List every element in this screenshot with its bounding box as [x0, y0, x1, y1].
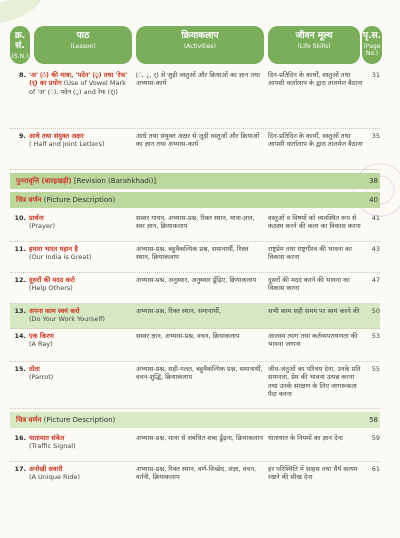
lesson-life-skills: सभी काम सही समय पर स्वयं करने की: [268, 307, 360, 315]
lesson-life-skills: राष्ट्रप्रेम तथा राष्ट्रगौरव की भावना का विकास करना: [268, 245, 352, 262]
revision-band[interactable]: पुनरावृत्ति (बारहखड़ी) [Revision (Barahkhadi)] 38: [10, 173, 380, 189]
lesson-row[interactable]: 14. एक किरण (A Ray) सस्वर ज्ञान, अभ्यास-प्रश्न, वचन, क्रियाकलाप आलस्य त्याग तथा कर्तव्यपरायणता की भावना जगाना 53: [10, 329, 380, 362]
lesson-title-en: (Traffic Signal): [29, 442, 76, 451]
lesson-title: एक किरण: [29, 332, 54, 340]
lesson-page-number: 55: [371, 365, 380, 373]
picture-page-number: 58: [369, 416, 378, 424]
header-page-no: पृ.स. (Page No.): [362, 26, 382, 64]
lesson-page-number: 53: [371, 332, 380, 340]
lesson-activities: आधे तथा संयुक्त अक्षर से जुड़ी वस्तुओं और क्रियाओं का ज्ञान तथा अभ्यास-कार्य: [136, 132, 260, 149]
lesson-life-skills: दिन-प्रतिदिन के कार्यों, वस्तुओं तथा आपसी वार्तालाप के द्वारा तालमेल बैठाना: [268, 71, 363, 88]
header-sn: क्र. सं. (S.N.): [10, 26, 30, 64]
header-lesson: पाठ (Lesson): [34, 26, 132, 64]
lesson-title: 'अ' (ं) की मात्रा, 'पदेन' (ृ) तथा 'रेफ' (र्) का प्रयोग: [29, 71, 128, 88]
lesson-title: आधे तथा संयुक्त अक्षर: [29, 132, 84, 140]
picture-page-number: 40: [369, 196, 378, 204]
lesson-title: अपना काम स्वयं करो: [29, 307, 80, 315]
lesson-row[interactable]: 10. प्रार्थना (Prayer) सस्वर गायन, अभ्यास-प्रश्न, रिक्त स्थान, मात्रा-ज्ञान, स्वर ज्ञान, क्रियाकलाप वस्तुओं व विषयों को व्यवस्थित रूप से कंठस्थ करने की कला का विकास करना 41: [10, 211, 380, 242]
lesson-page-number: 50: [371, 307, 380, 315]
lesson-title-en: (A Unique Ride): [29, 473, 81, 482]
lesson-title-en: (Our India is Great): [29, 253, 92, 262]
lesson-title: यातायात संकेत: [29, 434, 65, 442]
lesson-title-en: (A Ray): [29, 340, 53, 349]
lesson-life-skills: यातायात के नियमों का ज्ञान देना: [268, 434, 343, 442]
lesson-page-number: 35: [371, 132, 380, 140]
table-of-contents: [10, 26, 380, 492]
lesson-activities: अभ्यास-प्रश्न, रिक्त स्थान, वर्ण-विच्छेद, संज्ञा, वचन, वर्तनी, क्रियाकलाप: [136, 465, 257, 482]
lesson-page-number: 47: [371, 276, 380, 284]
lesson-row[interactable]: 9. आधे तथा संयुक्त अक्षर ( Half and Joint Letters) आधे तथा संयुक्त अक्षर से जुड़ी वस्तुओं और क्रियाओं का ज्ञान तथा अभ्यास-कार्य दिन-प्रतिदिन के कार्यों, वस्तुओं तथा आपसी वार्तालाप के द्वारा तालमेल बैठाना 35: [10, 129, 380, 170]
lesson-title: हमारा भारत महान है: [29, 245, 78, 253]
lesson-activities: अभ्यास-प्रश्न, बहुवैकल्पिक प्रश्न, समानार्थी, रिक्त स्थान, क्रियाकलाप: [136, 245, 249, 262]
lesson-row[interactable]: 13. अपना काम स्वयं करो (Do Your Work Yourself) अभ्यास-प्रश्न, रिक्त स्थान, समानार्थी, सभी काम सही समय पर स्वयं करने की 50: [10, 304, 380, 329]
lesson-activities: अभ्यास-प्रश्न, अनुस्वार, अनुस्वार ढूँढ़िए, क्रियाकलाप: [136, 276, 257, 284]
lesson-life-skills: जीव-जंतुओं का परिचय देना, उनके प्रति समानता, प्रेम की भावना उत्पन्न करना तथा उनके संरक्षण के लिए जागरूकता पैदा करना: [268, 365, 361, 399]
lesson-row[interactable]: 11. हमारा भारत महान है (Our India is Great) अभ्यास-प्रश्न, बहुवैकल्पिक प्रश्न, समानार्थी, रिक्त स्थान, क्रियाकलाप राष्ट्रप्रेम तथा राष्ट्रगौरव की भावना का विकास करना 43: [10, 242, 380, 273]
lesson-title: अनोखी सवारी: [29, 465, 63, 473]
lesson-page-number: 59: [371, 434, 380, 442]
lesson-row[interactable]: 15. तोता (Parrot) अभ्यास-प्रश्न, सही-गलत, बहुवैकल्पिक प्रश्न, समानार्थी, वचन-शुद्धि, क्रियाकलाप जीव-जंतुओं का परिचय देना, उनके प्रति समानता, प्रेम की भावना उत्पन्न करना तथा उनके संरक्षण के लिए जागरूकता पैदा करना 55: [10, 362, 380, 409]
lesson-life-skills: आलस्य त्याग तथा कर्तव्यपरायणता की भावना जगाना: [268, 332, 358, 349]
picture-description-band[interactable]: चित्र वर्णन (Picture Description) 58: [10, 412, 380, 428]
lesson-title: प्रार्थना: [29, 214, 44, 222]
lesson-page-number: 61: [371, 465, 380, 473]
header-activities: क्रियाकलाप (Activities): [136, 26, 264, 64]
lesson-activities: अभ्यास-प्रश्न, सही-गलत, बहुवैकल्पिक प्रश्न, समानार्थी, वचन-शुद्धि, क्रियाकलाप: [136, 365, 263, 382]
revision-page-number: 38: [369, 177, 378, 185]
lesson-page-number: 43: [371, 245, 380, 253]
lesson-activities: अभ्यास-प्रश्न, मात्रा से संबंधित शब्द ढूँढ़ना, क्रियाकलाप: [136, 434, 263, 442]
lesson-row[interactable]: 12. दूसरों की मदद करो (Help Others) अभ्यास-प्रश्न, अनुस्वार, अनुस्वार ढूँढ़िए, क्रियाकलाप दूसरों की मदद करने की भावना का विकास करना 47: [10, 273, 380, 304]
lesson-activities: सस्वर ज्ञान, अभ्यास-प्रश्न, वचन, क्रियाकलाप: [136, 332, 240, 340]
lesson-row[interactable]: 16. यातायात संकेत (Traffic Signal) अभ्यास-प्रश्न, मात्रा से संबंधित शब्द ढूँढ़ना, क्रियाकलाप यातायात के नियमों का ज्ञान देना 59: [10, 431, 380, 462]
lesson-title-en: (Prayer): [29, 222, 56, 231]
lesson-activities: सस्वर गायन, अभ्यास-प्रश्न, रिक्त स्थान, मात्रा-ज्ञान, स्वर ज्ञान, क्रियाकलाप: [136, 214, 255, 231]
lesson-row[interactable]: 17. अनोखी सवारी (A Unique Ride) अभ्यास-प्रश्न, रिक्त स्थान, वर्ण-विच्छेद, संज्ञा, वचन, वर्तनी, क्रियाकलाप हर परिस्थिति में साहस तथा धैर्य कायम रखने की सीख देना 61: [14, 465, 380, 482]
lesson-activities: अभ्यास-प्रश्न, रिक्त स्थान, समानार्थी,: [136, 307, 222, 315]
lesson-title: दूसरों की मदद करो: [29, 276, 75, 284]
lesson-life-skills: दिन-प्रतिदिन के कार्यों, वस्तुओं तथा आपसी वार्तालाप के द्वारा तालमेल बैठाना: [268, 132, 363, 149]
lesson-life-skills: दूसरों की मदद करने की भावना का विकास करना: [268, 276, 350, 293]
picture-description-band[interactable]: चित्र वर्णन (Picture Description) 40: [10, 192, 380, 208]
lesson-title-en: (Help Others): [29, 284, 73, 293]
lesson-page-number: 41: [371, 214, 380, 222]
lesson-title-en: (Use of Vowel Mark of 'अ' (ं), पदेन (ृ) and रेफ (र्)): [29, 79, 126, 96]
lesson-title-en: ( Half and Joint Letters): [29, 140, 105, 149]
lesson-row[interactable]: 8. 'अ' (ं) की मात्रा, 'पदेन' (ृ) तथा 'रेफ' (र्) का प्रयोग (Use of Vowel Mark of 'अ' (ं), पदेन (ृ) and रेफ (र्)) (ं, ृ, र्) से जुड़ी वस्तुओं और क्रियाओं का ज्ञान तथा अभ्यास-कार्य दिन-प्रतिदिन के कार्यों, वस्तुओं तथा आपसी वार्तालाप के द्वारा तालमेल बैठाना 31: [10, 68, 380, 129]
lesson-life-skills: वस्तुओं व विषयों को व्यवस्थित रूप से कंठस्थ करने की कला का विकास करना: [268, 214, 361, 231]
header-life-skills: जीवन मूल्य (Life Skills): [268, 26, 360, 64]
table-header: [10, 26, 380, 64]
lesson-page-number: 31: [371, 71, 380, 79]
lesson-life-skills: हर परिस्थिति में साहस तथा धैर्य कायम रखने की सीख देना: [268, 465, 358, 482]
lesson-title-en: (Parrot): [29, 373, 54, 382]
lesson-title-en: (Do Your Work Yourself): [29, 315, 105, 324]
lesson-activities: (ं, ृ, र्) से जुड़ी वस्तुओं और क्रियाओं का ज्ञान तथा अभ्यास-कार्य: [136, 71, 260, 88]
lesson-title: तोता: [29, 365, 40, 373]
